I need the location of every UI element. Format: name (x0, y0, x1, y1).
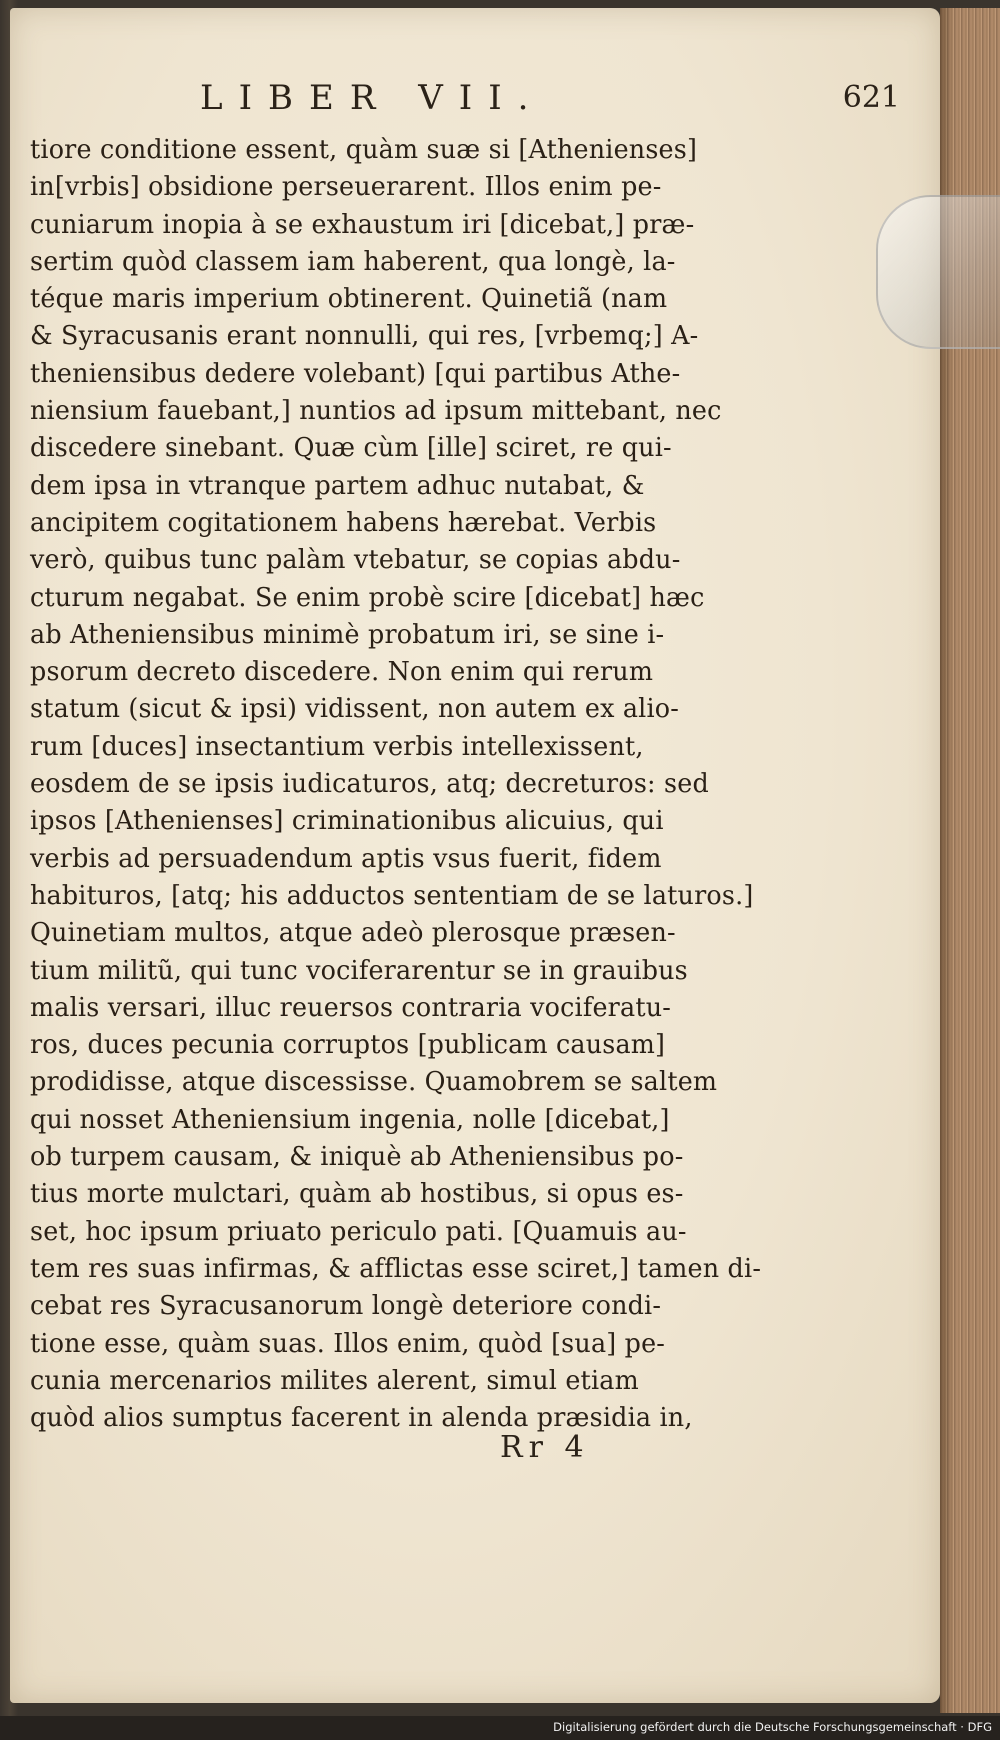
body-text (30, 131, 762, 1436)
text-line: ob turpem causam, & iniquè ab Atheniensibus po- (30, 1141, 684, 1173)
text-line: psorum decreto discedere. Non enim qui rerum (30, 656, 654, 688)
text-line: dem ipsa in vtranque partem adhuc nutabat, & (30, 469, 645, 501)
text-line: prodidisse, atque discessisse. Quamobrem se saltem (30, 1066, 718, 1098)
credit-text: Digitalisierung gefördert durch die Deutsche Forschungsgemeinschaft · DFG (553, 1720, 992, 1734)
text-line: qui nosset Atheniensium ingenia, nolle [dicebat,] (30, 1103, 670, 1135)
running-title: LIBER VII. (200, 78, 545, 118)
text-line: & Syracusanis erant nonnulli, qui res, [vrbemq;] A- (30, 320, 699, 352)
page-number: 621 (842, 80, 900, 115)
page-header (10, 78, 940, 128)
text-line: verbis ad persuadendum aptis vsus fuerit, fidem (30, 842, 662, 874)
text-line: ipsos [Athenienses] criminationibus alicuius, qui (30, 805, 664, 837)
book-page (10, 8, 940, 1703)
text-line: habituros, [atq; his adductos sententiam de se laturos.] (30, 879, 754, 911)
page-clip (876, 195, 1000, 349)
text-line: ab Atheniensibus minimè probatum iri, se sine i- (30, 618, 665, 650)
text-line: tione esse, quàm suas. Illos enim, quòd [sua] pe- (30, 1327, 666, 1359)
text-line: tiore conditione essent, quàm suæ si [Athenienses] (30, 134, 698, 165)
text-line: quòd alios sumptus facerent in alenda præsidia in, (30, 1402, 693, 1434)
text-line: discedere sinebant. Quæ cùm [ille] sciret, re qui- (30, 432, 672, 464)
text-line: ros, duces pecunia corruptos [publicam causam] (30, 1029, 666, 1061)
credit-bar (0, 1716, 1000, 1740)
text-line: tius morte mulctari, quàm ab hostibus, si opus es- (30, 1178, 684, 1210)
text-line: cuniarum inopia à se exhaustum iri [dicebat,] præ- (30, 208, 695, 240)
text-line: cturum negabat. Se enim probè scire [dicebat] hæc (30, 581, 705, 613)
text-line: verò, quibus tunc palàm vtebatur, se copias abdu- (30, 544, 681, 576)
text-line: cunia mercenarios milites alerent, simul etiam (30, 1364, 639, 1396)
text-line: eosdem de se ipsis iudicaturos, atq; decreturos: sed (30, 768, 709, 800)
text-line: in[vrbis] obsidione perseuerarent. Illos enim pe- (30, 171, 662, 203)
text-line: téque maris imperium obtinerent. Quinetiã (nam (30, 283, 668, 315)
text-line: statum (sicut & ipsi) vidissent, non autem ex alio- (30, 693, 680, 725)
text-line: tium militũ, qui tunc vociferarentur se in grauibus (30, 954, 688, 986)
text-line: Quinetiam multos, atque adeò plerosque præsen- (30, 917, 676, 949)
text-line: rum [duces] insectantium verbis intellexissent, (30, 730, 644, 762)
text-line: niensium fauebant,] nuntios ad ipsum mittebant, nec (30, 395, 722, 427)
text-line: malis versari, illuc reuersos contraria vociferatu- (30, 991, 672, 1023)
text-line: cebat res Syracusanorum longè deteriore condi- (30, 1290, 662, 1322)
text-line: theniensibus dedere volebant) [qui partibus Athe- (30, 357, 681, 389)
signature-mark: Rr 4 (500, 1430, 590, 1465)
text-line: set, hoc ipsum priuato periculo pati. [Quamuis au- (30, 1215, 687, 1247)
text-line: ancipitem cogitationem habens hærebat. Verbis (30, 506, 657, 538)
text-line: sertim quòd classem iam haberent, qua longè, la- (30, 245, 676, 277)
text-line: tem res suas infirmas, & afflictas esse sciret,] tamen di- (30, 1252, 762, 1284)
